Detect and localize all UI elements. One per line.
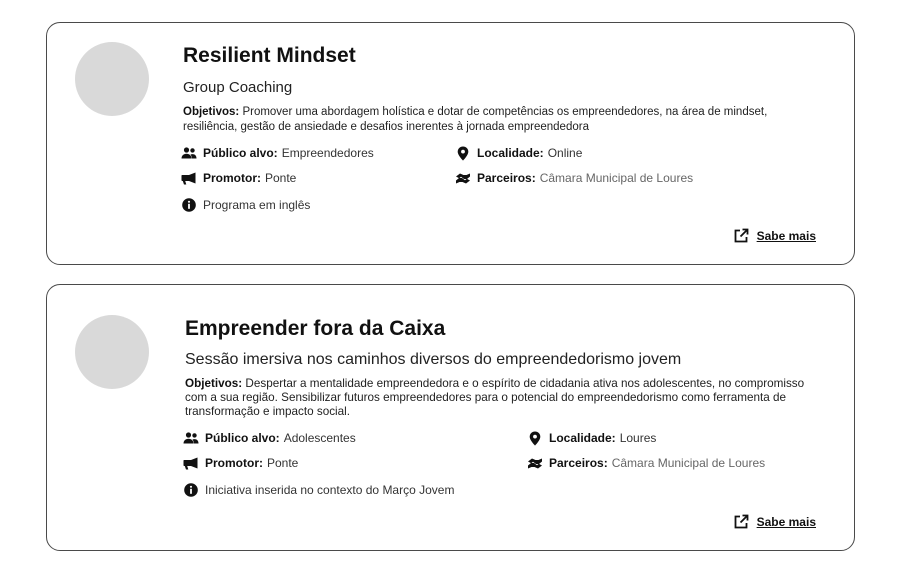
- users-icon: [183, 431, 199, 445]
- public-row: [183, 431, 356, 445]
- map-pin-icon: [455, 146, 471, 160]
- handshake-icon: [455, 171, 471, 185]
- note-row: [183, 483, 454, 497]
- location-row: [455, 146, 582, 160]
- partners-row: [527, 456, 765, 470]
- external-link-icon: [733, 228, 749, 244]
- partners-row: [455, 171, 693, 185]
- note-row: [181, 198, 310, 212]
- program-card: [46, 22, 855, 265]
- program-subtitle: Sessão imersiva nos caminhos diversos do empreendedorismo jovem: [185, 351, 682, 368]
- program-avatar: [75, 42, 149, 116]
- program-card-body: [185, 316, 820, 503]
- location-row: [527, 431, 656, 445]
- handshake-icon: [527, 456, 543, 470]
- public-value: Empreendedores: [281, 146, 374, 160]
- program-meta: [183, 146, 820, 218]
- note-text: Iniciativa inserida no contexto do Março Jovem: [205, 483, 455, 497]
- public-label: Público alvo:: [203, 146, 278, 160]
- program-objectives: [183, 105, 820, 134]
- users-icon: [181, 146, 197, 160]
- megaphone-icon: [183, 456, 199, 470]
- objectives-label: Objetivos:: [185, 377, 243, 390]
- program-meta: [185, 431, 820, 503]
- program-card-body: [183, 43, 820, 218]
- program-avatar: [75, 315, 149, 389]
- objectives-label: Objetivos:: [183, 106, 240, 118]
- sabe-mais-label[interactable]: Sabe mais: [756, 229, 816, 243]
- sabe-mais-label[interactable]: Sabe mais: [756, 515, 816, 529]
- sabe-mais-link[interactable]: [733, 228, 816, 244]
- objectives-text: Promover uma abordagem holística e dotar de competências os empreendedores, na área de mindset, resiliência, gestão de ansiedade e desafios inerentes à jornada empreendedora: [183, 106, 768, 133]
- objectives-text: Despertar a mentalidade empreendedora e o espírito de cidadania ativa nos adolescentes, no compromisso com a sua região. Sensibilizar futuros empreendedores para o potencial do empreendedorismo como ferramenta de transformação e impacto social.: [185, 377, 805, 418]
- promoter-label: Promotor:: [203, 171, 261, 185]
- info-circle-icon: [183, 483, 199, 497]
- program-title: Empreender fora da Caixa: [185, 317, 446, 340]
- promoter-row: [183, 456, 298, 470]
- public-label: Público alvo:: [205, 431, 280, 445]
- partners-value: Câmara Municipal de Loures: [539, 171, 694, 185]
- public-value: Adolescentes: [283, 431, 356, 445]
- external-link-icon: [733, 514, 749, 530]
- sabe-mais-link[interactable]: [733, 514, 816, 530]
- note-text: Programa em inglês: [203, 198, 311, 212]
- megaphone-icon: [181, 171, 197, 185]
- program-card: [46, 284, 855, 551]
- info-circle-icon: [181, 198, 197, 212]
- promoter-value: Ponte: [265, 171, 297, 185]
- map-pin-icon: [527, 431, 543, 445]
- program-objectives: [185, 377, 820, 419]
- location-label: Localidade:: [549, 431, 616, 445]
- program-subtitle: Group Coaching: [183, 79, 293, 96]
- location-value: Online: [547, 146, 583, 160]
- location-label: Localidade:: [477, 146, 544, 160]
- partners-label: Parceiros:: [477, 171, 536, 185]
- public-row: [181, 146, 374, 160]
- partners-value: Câmara Municipal de Loures: [611, 456, 766, 470]
- promoter-label: Promotor:: [205, 456, 263, 470]
- program-title: Resilient Mindset: [183, 44, 356, 67]
- partners-label: Parceiros:: [549, 456, 608, 470]
- promoter-value: Ponte: [267, 456, 299, 470]
- location-value: Loures: [619, 431, 657, 445]
- promoter-row: [181, 171, 296, 185]
